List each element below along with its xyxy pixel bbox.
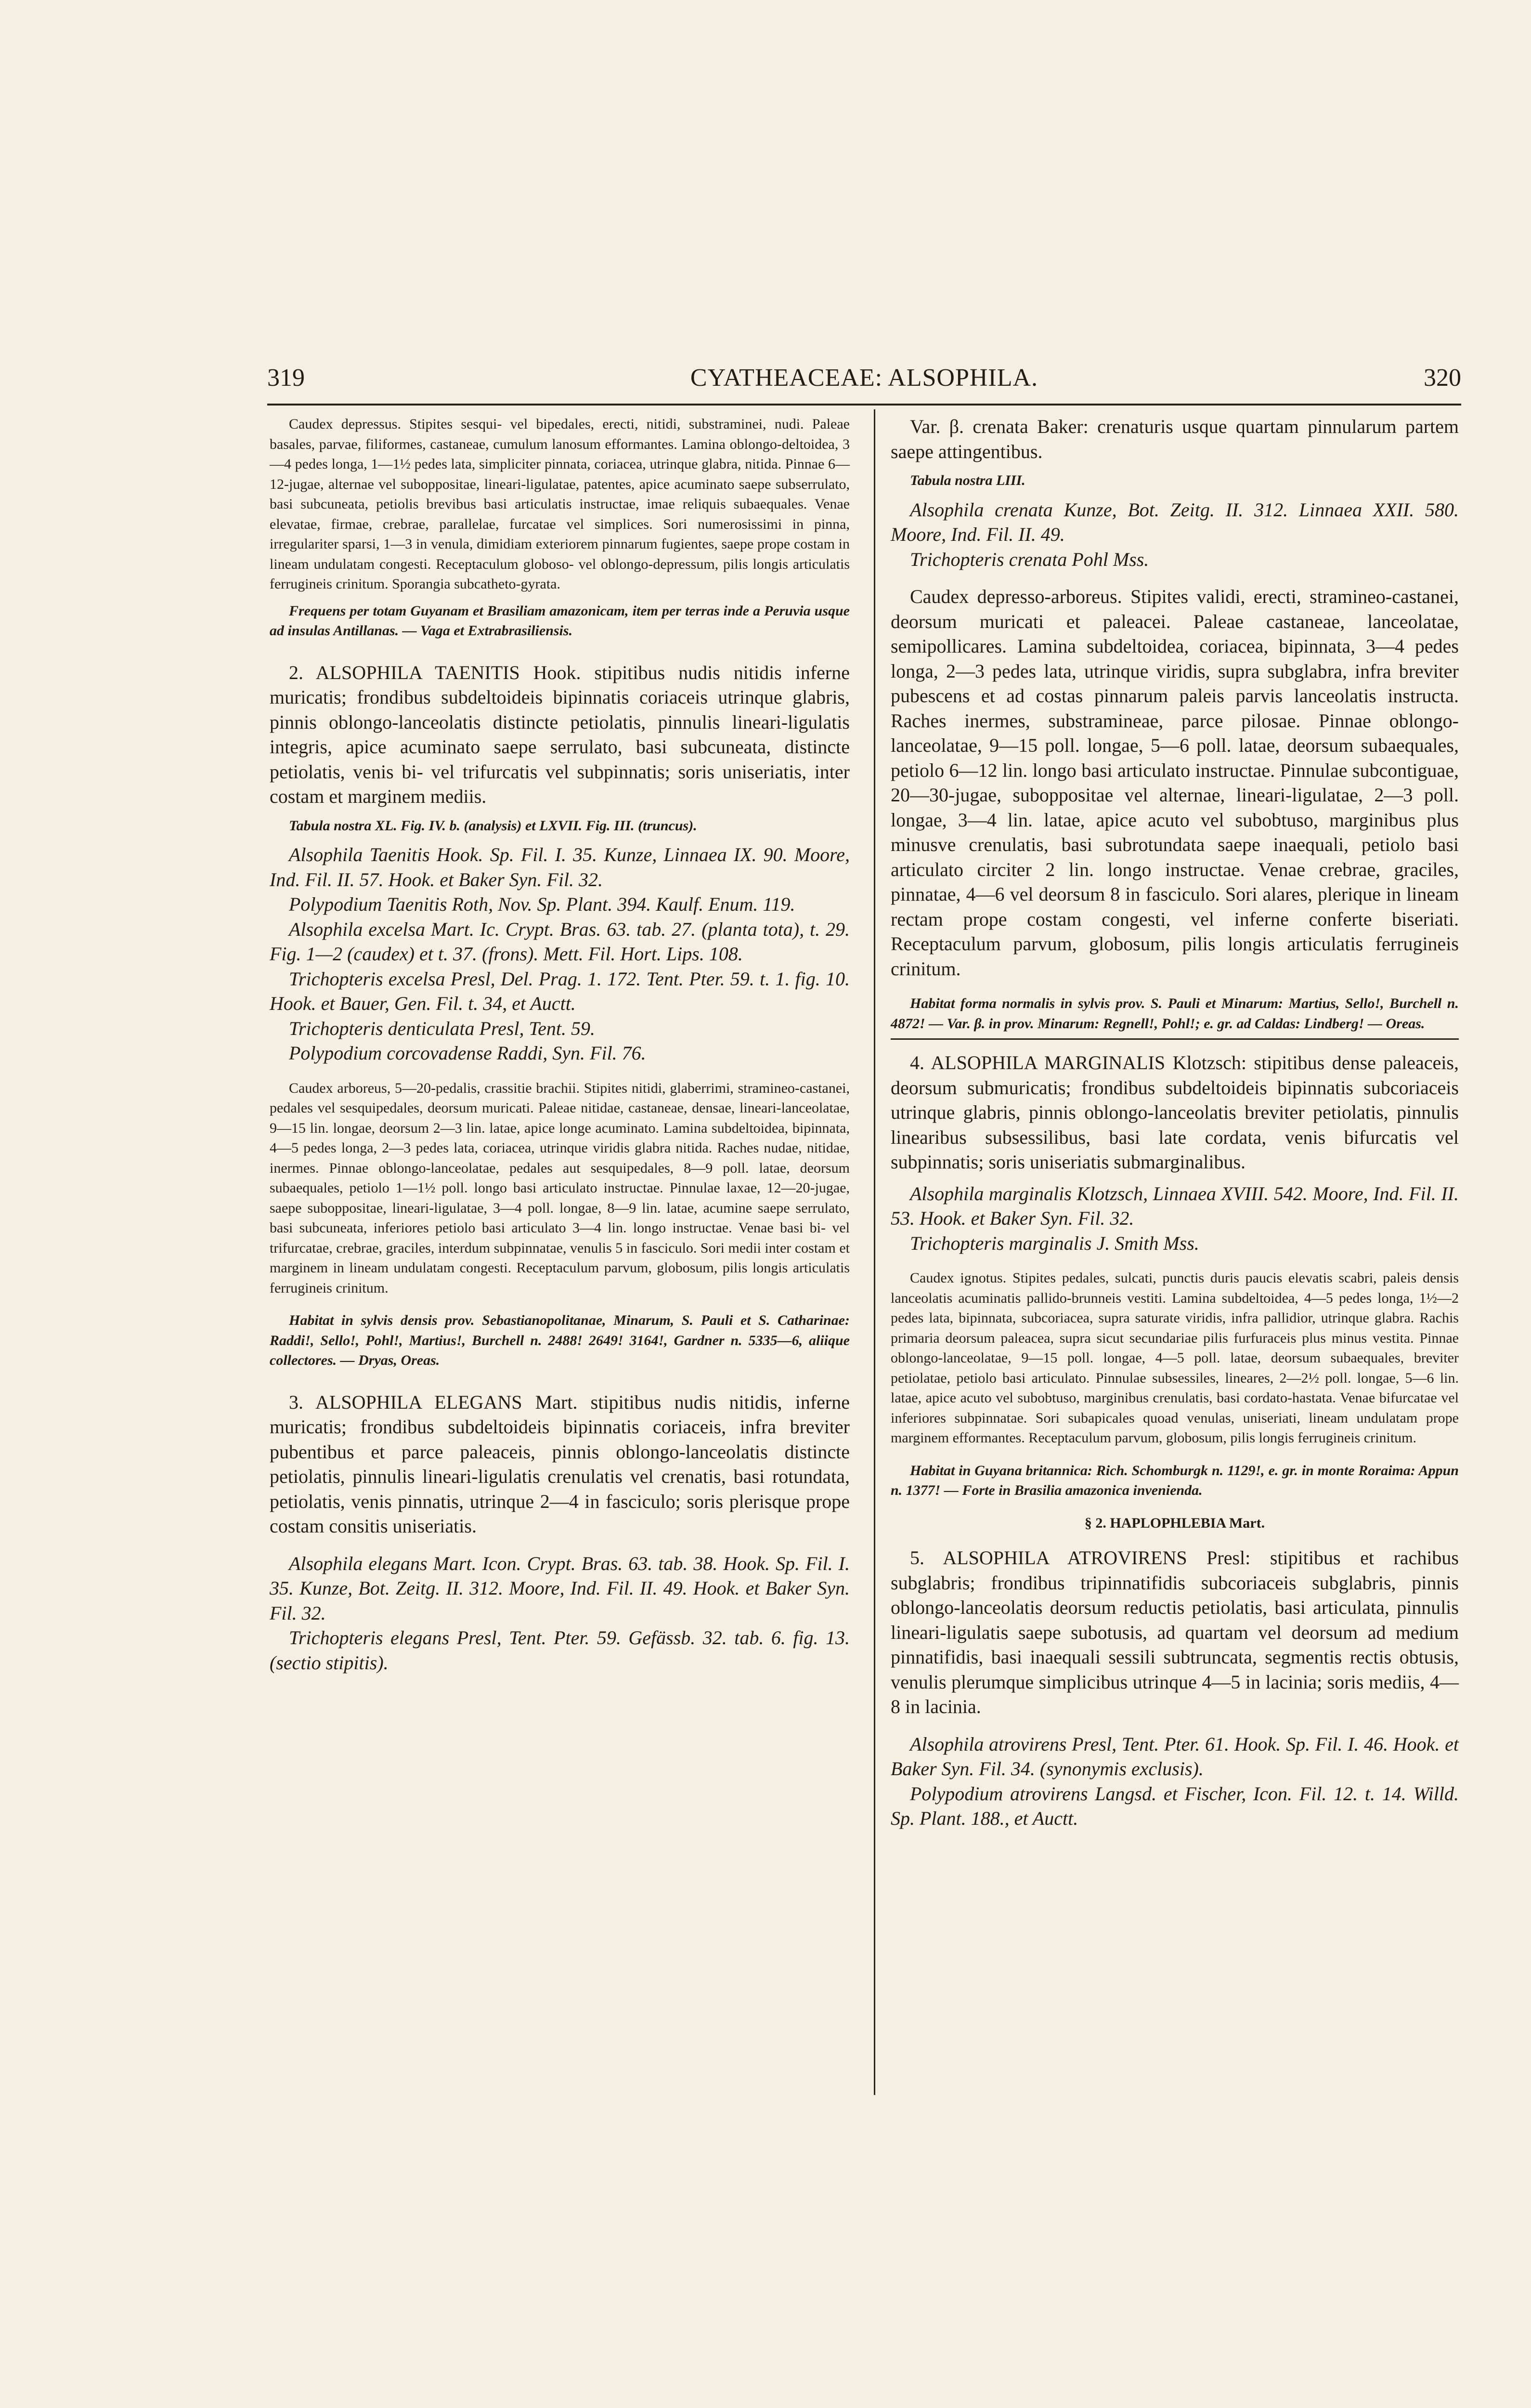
plate-reference: Tabula nostra LIII. — [910, 472, 1025, 488]
left-column — [270, 414, 850, 1675]
synonym-ref: Trichopteris crenata Pohl Mss. — [910, 548, 1149, 570]
right-column — [891, 414, 1459, 1831]
habitat-paragraph: Frequens per totam Guyanam et Brasiliam amazonicam, item per terras inde a Peruvia usque ad insulas Antillanas. — Vaga et Extrabrasiliensis. — [270, 602, 850, 639]
description-paragraph: Caudex arboreus, 5—20-pedalis, crassitie brachii. Stipites nitidi, glaberrimi, stramineo-castanei, pedales vel sesquipedales, deorsum muricati. Paleae nitidae, castaneae, densae, lineari-lanceolatae, 9—15 lin. longae, deorsum 2—3 lin. latae, apice longe acuminato. Lamina subdeltoidea, bipinnata, 4—5 pedes longa, 2—3 pedes lata, coriacea, utrinque viridis glabra nitida. Raches nudae, nitidae, inermes. Pinnae oblongo-lanceolatae, pedales aut sesquipedales, 8—9 poll. latae, deorsum subaequales, petiolo 1—1½ poll. longo basi articulato instructae. Pinnulae laxae, 12—20-jugae, saepe suboppositae, lineari-ligulatae, 3—4 poll. longae, 8—9 lin. latae, acumine saepe serrulato, basi subcuneata, inferiores petiolo basi articulato 3—4 lin. longo instructae. Venae basi bi- vel trifurcatae, crebrae, graciles, interdum subpinnatae, venulis 5 in fasciculo. Sori medii inter costam et marginem in lineam undulatam congesti. Receptaculum parvum, globosum, pilis longis articulatis ferrugineis crinitum. — [270, 1080, 850, 1296]
species-heading-3: 3. ALSOPHILA ELEGANS Mart. stipitibus nudis nitidis, inferne muricatis; frondibus subdeltoideis bipinnatis coriaceis, infra breviter pubentibus et parce paleaceis, pinnis oblongo-lanceolatis distincte petiolatis, pinnulis lineari-ligulatis crenulatis vel crenatis, basi rotundata, petiolatis, venis pinnatis, utrinque 2—4 in fasciculo; soris plerisque prope costam consitis uniseriatis. — [270, 1391, 850, 1537]
species-heading-4: 4. ALSOPHILA MARGINALIS Klotzsch: stipitibus dense paleaceis, deorsum submuricatis; frondibus subdeltoideis bipinnatis subcoriaceis utrinque glabris, pinnis oblongo-lanceolatis breviter petiolatis, pinnulis linearibus subsessilibus, basi late cordata, venis bifurcatis vel subpinnatis; soris uniseriatis submarginalibus. — [891, 1052, 1459, 1173]
synonym-ref: Alsophila elegans Mart. Icon. Crypt. Bras. 63. tab. 38. Hook. Sp. Fil. I. 35. Kunze, Bot. Zeitg. II. 312. Moore, Ind. Fil. II. 49. Hook. et Baker Syn. Fil. 32. — [270, 1552, 850, 1624]
page-number-right: 320 — [1424, 364, 1461, 392]
species-heading-2: 2. ALSOPHILA TAENITIS Hook. stipitibus nudis nitidis inferne muricatis; frondibus subdeltoideis bipinnatis coriaceis utrinque glabris, pinnis oblongo-lanceolatis distincte petiolatis, pinnulis lineari-ligulatis integris, apice acuminato saepe serrulato, basi subcuneata, distincte petiolatis, venis bi- vel trifurcatis vel subpinnatis; soris uniseriatis, inter costam et marginem mediis. — [270, 661, 850, 807]
synonym-ref: Polypodium corcovadense Raddi, Syn. Fil. 76. — [289, 1042, 646, 1064]
plate-reference: Tabula nostra XL. Fig. IV. b. (analysis) et LXVII. Fig. III. (truncus). — [289, 817, 697, 834]
description-paragraph: Caudex ignotus. Stipites pedales, sulcati, punctis duris paucis elevatis scabri, paleis densis lanceolatis acuminatis pallido-brunneis vestiti. Lamina subdeltoidea, 4—5 pedes longa, 1½—2 pedes lata, bipinnata, subcoriacea, supra saturate viridis, infra pallidior, utrinque glabra. Rachis primaria deorsum paleacea, supra sicut secundariae pilis furfuraceis plus minus vestita. Pinnae oblongo-lanceolatae, 9—15 poll. longae, 4—5 poll. latae, deorsum subaequales, breviter petiolatae, petiolo basi articulato. Pinnulae subsessiles, lineares, 2—2½ poll. longae, 5—6 lin. latae, apice acuto vel subobtuso, marginibus crenulatis, basi cordato-hastata. Venae bifurcatae vel inferiores subpinnatae. Sori subapicales quoad venulas, uniseriati, lineam undulatam prope marginem efformantes. Receptaculum parvum, globosum, pilis longis ferrugineis crinitum. — [891, 1270, 1459, 1446]
habitat-paragraph: Habitat in Guyana britannica: Rich. Schomburgk n. 1129!, e. gr. in monte Roraima: Appun n. 1377! — Forte in Brasilia amazonica invenienda. — [891, 1462, 1459, 1498]
synonym-ref: Trichopteris elegans Presl, Tent. Pter. 59. Gefässb. 32. tab. 6. fig. 13. (sectio stipitis). — [270, 1627, 850, 1674]
synonym-ref: Alsophila atrovirens Presl, Tent. Pter. 61. Hook. Sp. Fil. I. 46. Hook. et Baker Syn. Fil. 34. (synonymis exclusis). — [891, 1733, 1459, 1780]
section-rule — [891, 1038, 1459, 1040]
synonym-ref: Polypodium Taenitis Roth, Nov. Sp. Plant. 394. Kaulf. Enum. 119. — [289, 893, 795, 915]
habitat-paragraph: Habitat forma normalis in sylvis prov. S. Pauli et Minarum: Martius, Sello!, Burchell n. 4872! — Var. β. in prov. Minarum: Regnell!, Pohl!; e. gr. ad Caldas: Lindberg! — Oreas. — [891, 995, 1459, 1032]
synonym-ref: Alsophila crenata Kunze, Bot. Zeitg. II. 312. Linnaea XXII. 580. Moore, Ind. Fil. II. 49. — [891, 498, 1459, 545]
section-heading: § 2. HAPLOPHLEBIA Mart. — [1084, 1515, 1265, 1531]
synonym-ref: Trichopteris excelsa Presl, Del. Prag. 1. 172. Tent. Pter. 59. t. 1. fig. 10. Hook. et Bauer, Gen. Fil. t. 34, et Auctt. — [270, 968, 850, 1014]
synonym-ref: Trichopteris denticulata Presl, Tent. 59. — [289, 1017, 595, 1039]
column-divider — [874, 409, 875, 2095]
description-paragraph: Caudex depresso-arboreus. Stipites validi, erecti, stramineo-castanei, deorsum muricati et paleacei. Paleae castaneae, lanceolatae, semipollicares. Lamina subdeltoidea, coriacea, bipinnata, 3—4 pedes longa, 2—3 pedes lata, utrinque viridis, supra subglabra, infra breviter pubescens et ad costas pinnarum paleis parvis lanceolatis instructa. Raches inermes, substramineae, parce pilosae. Pinnae oblongo-lanceolatae, 9—15 poll. longae, 5—6 poll. latae, deorsum subaequales, petiolo 6—12 lin. longo basi articulato instructae. Pinnulae subcontiguae, 20—30-jugae, suboppositae vel alternae, lineari-ligulatae, 2—3 poll. longae, 3—4 lin. latae, apice acuto vel subobtuso, marginibus plus minusve crenulatis, basi subrotundata saepe inaequali, petiolo basi articulato circiter 2 lin. longo instructae. Venae crebrae, graciles, pinnatae, 4—6 vel deorsum 8 in fasciculo. Sori alares, plerique in lineam rectam prope costam congesti, vel inferne conferte biseriati. Receptaculum parvum, globosum, pilis longis articulatis ferrugineis crinitum. — [891, 586, 1459, 980]
variety-line: Var. β. crenata Baker: crenaturis usque quartam pinnularum partem saepe attingentibus. — [891, 416, 1459, 462]
page-title: CYATHEACEAE: ALSOPHILA. — [690, 364, 1038, 392]
synonym-ref: Alsophila excelsa Mart. Ic. Crypt. Bras. 63. tab. 27. (planta tota), t. 29. Fig. 1—2 (caudex) et t. 37. (frons). Mett. Fil. Hort. Lips. 108. — [270, 918, 850, 965]
header-rule — [267, 404, 1461, 406]
running-header — [267, 364, 1461, 397]
synonym-ref: Alsophila marginalis Klotzsch, Linnaea XVIII. 542. Moore, Ind. Fil. II. 53. Hook. et Baker Syn. Fil. 32. — [891, 1182, 1459, 1229]
synonym-ref: Polypodium atrovirens Langsd. et Fischer, Icon. Fil. 12. t. 14. Willd. Sp. Plant. 188., et Auctt. — [891, 1782, 1459, 1829]
species-heading-5: 5. ALSOPHILA ATROVIRENS Presl: stipitibus et rachibus subglabris; frondibus tripinnatifidis subcoriaceis subglabris, pinnis oblongo-lanceolatis deorsum reductis petiolatis, basi articulata, pinnulis lineari-ligulatis saepe subotusis, ad quartam vel deorsum ad medium pinnatifidis, basi inaequali sessili subtruncata, segmentis rectis obtusis, venulis plerumque simplicibus utrinque 4—5 in lacinia; soris mediis, 4—8 in lacinia. — [891, 1547, 1459, 1717]
synonym-ref: Trichopteris marginalis J. Smith Mss. — [910, 1232, 1199, 1254]
habitat-paragraph: Habitat in sylvis densis prov. Sebastianopolitanae, Minarum, S. Pauli et S. Catharinae: Raddi!, Sello!, Pohl!, Martius!, Burchell n. 2488! 2649! 3164!, Gardner n. 5335—6, aliique collectores. — Dryas, Oreas. — [270, 1312, 850, 1368]
synonym-ref: Alsophila Taenitis Hook. Sp. Fil. I. 35. Kunze, Linnaea IX. 90. Moore, Ind. Fil. II. 57. Hook. et Baker Syn. Fil. 32. — [270, 844, 850, 890]
page-number-left: 319 — [267, 364, 305, 392]
description-paragraph: Caudex depressus. Stipites sesqui- vel bipedales, erecti, nitidi, substraminei, nudi. Paleae basales, parvae, filiformes, castaneae, cumulum lanosum efformantes. Lamina oblongo-deltoidea, 3—4 pedes longa, 1—1½ pedes lata, simpliciter pinnata, coriacea, utrinque glabra, nitida. Pinnae 6—12-jugae, alternae vel suboppositae, lineari-ligulatae, patentes, apice acuminato saepe subserrulato, basi subcuneata, petiolis brevibus basi articulatis instructae, imae reliquis subaequales. Venae elevatae, firmae, crebrae, parallelae, furcatae vel simplices. Sori numerosissimi in pinna, irregulariter sparsi, 1—3 in venula, dimidiam exteriorem pinnarum fugientes, saepe prope costam in lineam undulatam congesti. Receptaculum globoso- vel oblongo-depressum, pilis longis articulatis ferrugineis crinitum. Sporangia subcatheto-gyrata. — [270, 416, 850, 592]
